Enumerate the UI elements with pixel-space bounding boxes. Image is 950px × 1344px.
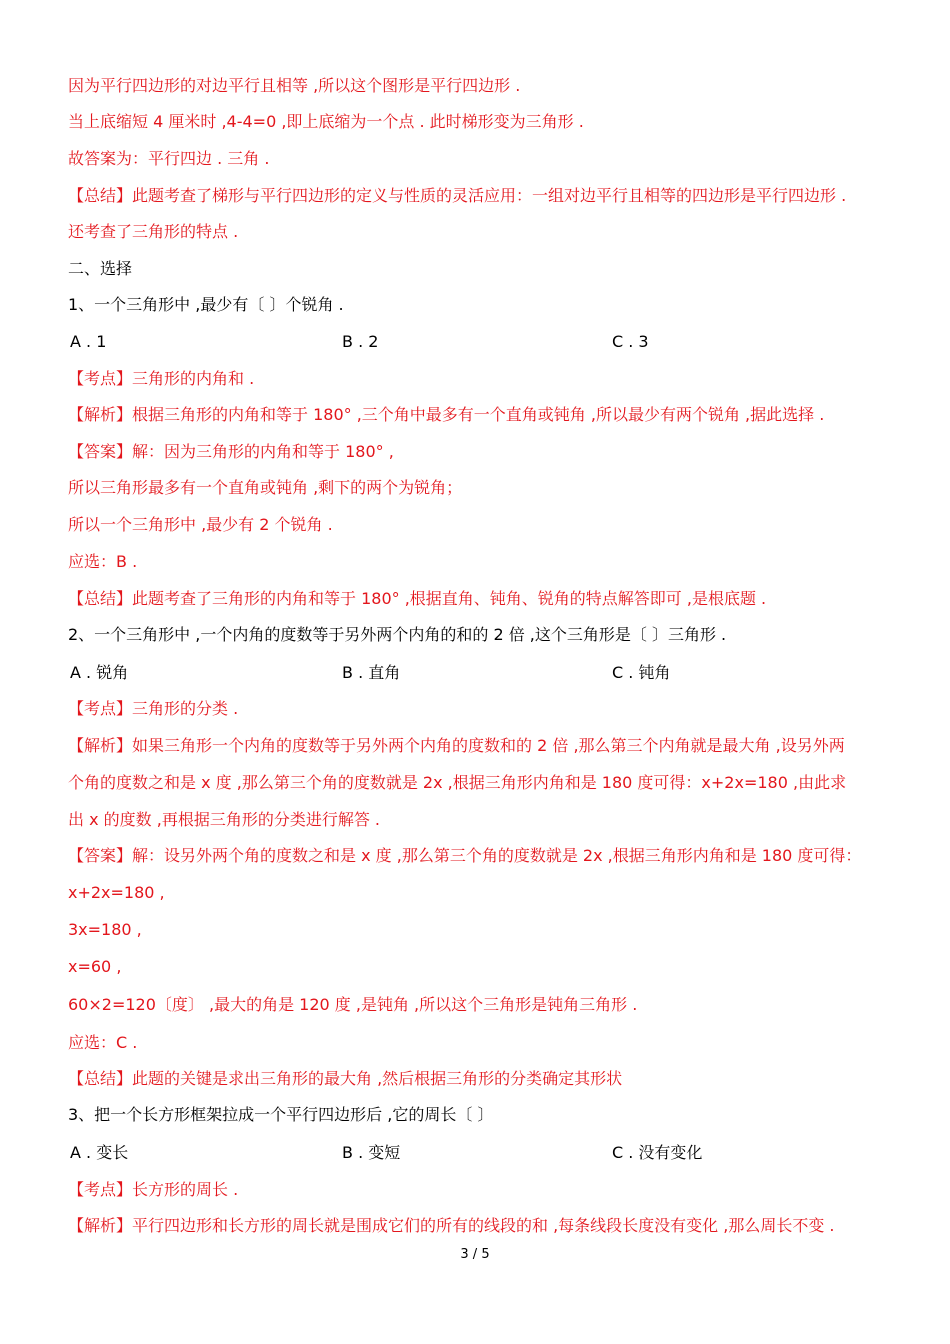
q1-choice: 应选：B . [68,552,138,571]
q2-option-b: B . 直角 [342,663,401,682]
q1-jiexi: 【解析】根据三角形的内角和等于 180° ,三个角中最多有一个直角或钝角 ,所以最少有两个锐角 ,据此选择 . [68,405,825,424]
q3-jiexi: 【解析】平行四边形和长方形的周长就是围成它们的所有的线段的和 ,每条线段长度没有变化 ,那么周长不变 . [68,1216,835,1235]
q2-choice: 应选：C . [68,1033,138,1052]
q2-jiexi-line-3: 出 x 的度数 ,再根据三角形的分类进行解答 . [68,810,380,829]
q2-jiexi-line-1: 【解析】如果三角形一个内角的度数等于另外两个内角的度数和的 2 倍 ,那么第三个内角就是最大角 ,设另外两 [68,736,845,755]
prev-answer-line-3: 故答案为：平行四边 . 三角 . [68,149,270,168]
q2-answer-line-5: 60×2=120〔度〕 ,最大的角是 120 度 ,是钝角 ,所以这个三角形是钝角三角形 . [68,995,638,1014]
q2-answer-line-1: 【答案】解：设另外两个角的度数之和是 x 度 ,那么第三个角的度数就是 2x ,根据三角形内角和是 180 度可得： [68,846,862,865]
q2-jiexi-line-2: 个角的度数之和是 x 度 ,那么第三个角的度数就是 2x ,根据三角形内角和是 180 度可得：x+2x=180 ,由此求 [68,773,847,792]
q3-option-c: C . 没有变化 [612,1143,703,1162]
prev-answer-line-2: 当上底缩短 4 厘米时 ,4-4=0 ,即上底缩为一个点 . 此时梯形变为三角形 . [68,112,584,131]
q2-answer-line-4: x=60 , [68,957,122,976]
section-title: 二、选择 [68,259,133,278]
q1-option-b: B . 2 [342,332,379,351]
prev-answer-line-1: 因为平行四边形的对边平行且相等 ,所以这个图形是平行四边形 . [68,76,521,95]
q2-kaodian: 【考点】三角形的分类 . [68,699,239,718]
q2-options [68,662,868,684]
q1-stem: 1、一个三角形中 ,最少有〔 〕个锐角 . [68,295,344,314]
prev-summary-line-1: 【总结】此题考查了梯形与平行四边形的定义与性质的灵活应用：一组对边平行且相等的四边形是平行四边形 . [68,186,847,205]
q2-option-a: A . 锐角 [70,663,129,682]
q3-option-b: B . 变短 [342,1143,401,1162]
q1-zongjie: 【总结】此题考查了三角形的内角和等于 180° ,根据直角、钝角、锐角的特点解答即可 ,是根底题 . [68,589,767,608]
q1-answer-line-2: 所以三角形最多有一个直角或钝角 ,剩下的两个为锐角； [68,478,463,497]
q1-kaodian: 【考点】三角形的内角和 . [68,369,255,388]
q2-stem: 2、一个三角形中 ,一个内角的度数等于另外两个内角的和的 2 倍 ,这个三角形是〔 〕三角形 . [68,625,727,644]
q3-option-a: A . 变长 [70,1143,129,1162]
q2-zongjie: 【总结】此题的关键是求出三角形的最大角 ,然后根据三角形的分类确定其形状 [68,1069,623,1088]
q1-option-c: C . 3 [612,332,649,351]
q2-option-c: C . 钝角 [612,663,671,682]
q1-options [68,331,868,353]
q1-answer-line-1: 【答案】解：因为三角形的内角和等于 180° , [68,442,394,461]
q3-stem: 3、把一个长方形框架拉成一个平行四边形后 ,它的周长〔 〕 [68,1105,494,1124]
q1-option-a: A . 1 [70,332,107,351]
prev-summary-line-2: 还考查了三角形的特点 . [68,222,239,241]
q3-kaodian: 【考点】长方形的周长 . [68,1180,239,1199]
q2-answer-line-3: 3x=180 , [68,920,142,939]
q3-options [68,1142,868,1164]
q1-answer-line-3: 所以一个三角形中 ,最少有 2 个锐角 . [68,515,333,534]
q2-answer-line-2: x+2x=180 , [68,883,165,902]
page-number: 3 / 5 [460,1247,490,1262]
